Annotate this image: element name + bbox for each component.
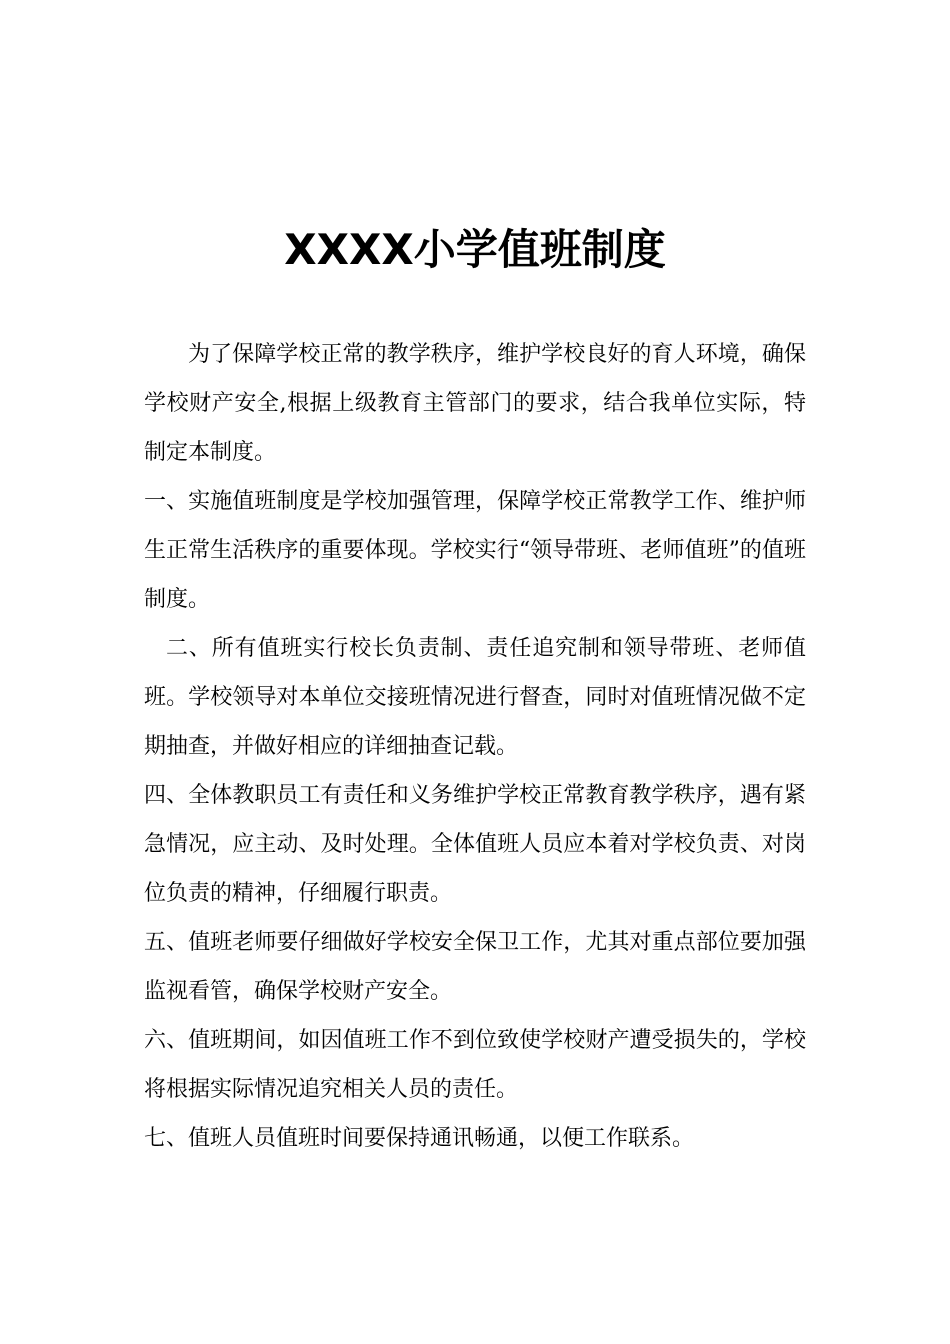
- rule-paragraph-4: 四、全体教职员工有责任和义务维护学校正常教育教学秩序，遇有紧急情况，应主动、及时处理。全体值班人员应本着对学校负责、对岗位负责的精神，仔细履行职责。: [144, 783, 806, 906]
- document-title: XXXX小学值班制度: [284, 225, 666, 274]
- rule-paragraph-2: 二、所有值班实行校长负责制、责任追究制和领导带班、老师值班。学校领导对本单位交接班情况进行督查，同时对值班情况做不定期抽查，并做好相应的详细抽查记载。: [144, 636, 806, 759]
- rule-paragraph-7: 七、值班人员值班时间要保持通讯畅通，以便工作联系。: [144, 1126, 695, 1151]
- document-body: [144, 330, 806, 1163]
- intro-paragraph: 为了保障学校正常的教学秩序，维护学校良好的育人环境，确保学校财产安全,根据上级教育主管部门的要求，结合我单位实际，特制定本制度。: [144, 342, 806, 465]
- rule-paragraph-5: 五、值班老师要仔细做好学校安全保卫工作，尤其对重点部位要加强监视看管，确保学校财产安全。: [144, 930, 806, 1004]
- rule-paragraph-1: 一、实施值班制度是学校加强管理，保障学校正常教学工作、维护师生正常生活秩序的重要体现。学校实行“领导带班、老师值班”的值班制度。: [144, 489, 806, 612]
- rule-paragraph-6: 六、值班期间，如因值班工作不到位致使学校财产遭受损失的，学校将根据实际情况追究相关人员的责任。: [144, 1028, 806, 1102]
